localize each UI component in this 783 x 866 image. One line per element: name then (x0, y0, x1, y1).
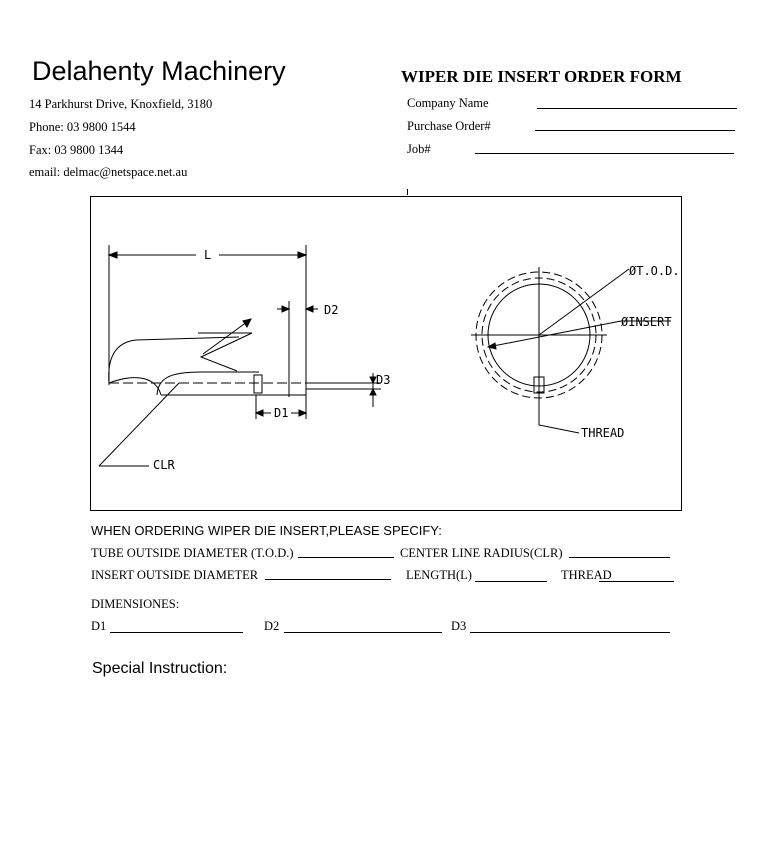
length-label: LENGTH(L) (406, 568, 472, 582)
label-d1: D1 (274, 406, 289, 420)
d3-label: D3 (451, 619, 467, 633)
length-field[interactable] (475, 581, 547, 582)
company-name-field[interactable] (537, 108, 737, 109)
insert-label: INSERT OUTSIDE DIAMETER (91, 568, 259, 582)
dimensions-label: DIMENSIONES: (91, 597, 180, 611)
job-label: Job# (407, 142, 431, 156)
purchase-order-label: Purchase Order# (407, 119, 491, 133)
label-d2: D2 (324, 303, 339, 317)
company-name-label: Company Name (407, 96, 489, 110)
form-title: WIPER DIE INSERT ORDER FORM (401, 67, 682, 86)
thread-label: THREAD (561, 568, 612, 582)
wiper-die-drawing (91, 197, 683, 512)
drawing-frame (90, 196, 682, 511)
d3-field[interactable] (470, 632, 670, 633)
label-insert: ØINSERT (621, 315, 672, 329)
company-fax: Fax: 03 9800 1344 (29, 143, 124, 157)
label-tod: ØT.O.D. (629, 264, 680, 278)
thread-field[interactable] (599, 581, 674, 582)
label-clr: CLR (153, 458, 175, 472)
d2-label: D2 (264, 619, 280, 633)
company-name: Delahenty Machinery (32, 56, 286, 86)
purchase-order-field[interactable] (535, 130, 735, 131)
d2-field[interactable] (284, 632, 442, 633)
specify-heading: WHEN ORDERING WIPER DIE INSERT,PLEASE SPECIFY: (91, 523, 442, 538)
company-email: email: delmac@netspace.net.au (29, 165, 188, 179)
clr-field[interactable] (569, 557, 670, 558)
clr-label: CENTER LINE RADIUS(CLR) (400, 546, 563, 560)
job-field[interactable] (475, 153, 734, 154)
special-instruction-label: Special Instruction: (92, 660, 228, 677)
d1-label: D1 (91, 619, 107, 633)
company-address: 14 Parkhurst Drive, Knoxfield, 3180 (29, 97, 213, 111)
label-d3: D3 (376, 373, 391, 387)
insert-field[interactable] (265, 579, 391, 580)
label-l: L (204, 248, 212, 262)
tod-field[interactable] (298, 557, 394, 558)
label-thread: THREAD (581, 426, 625, 440)
company-phone: Phone: 03 9800 1544 (29, 120, 136, 134)
tod-label: TUBE OUTSIDE DIAMETER (T.O.D.) (91, 546, 294, 560)
d1-field[interactable] (110, 632, 243, 633)
tick-mark (407, 189, 408, 195)
